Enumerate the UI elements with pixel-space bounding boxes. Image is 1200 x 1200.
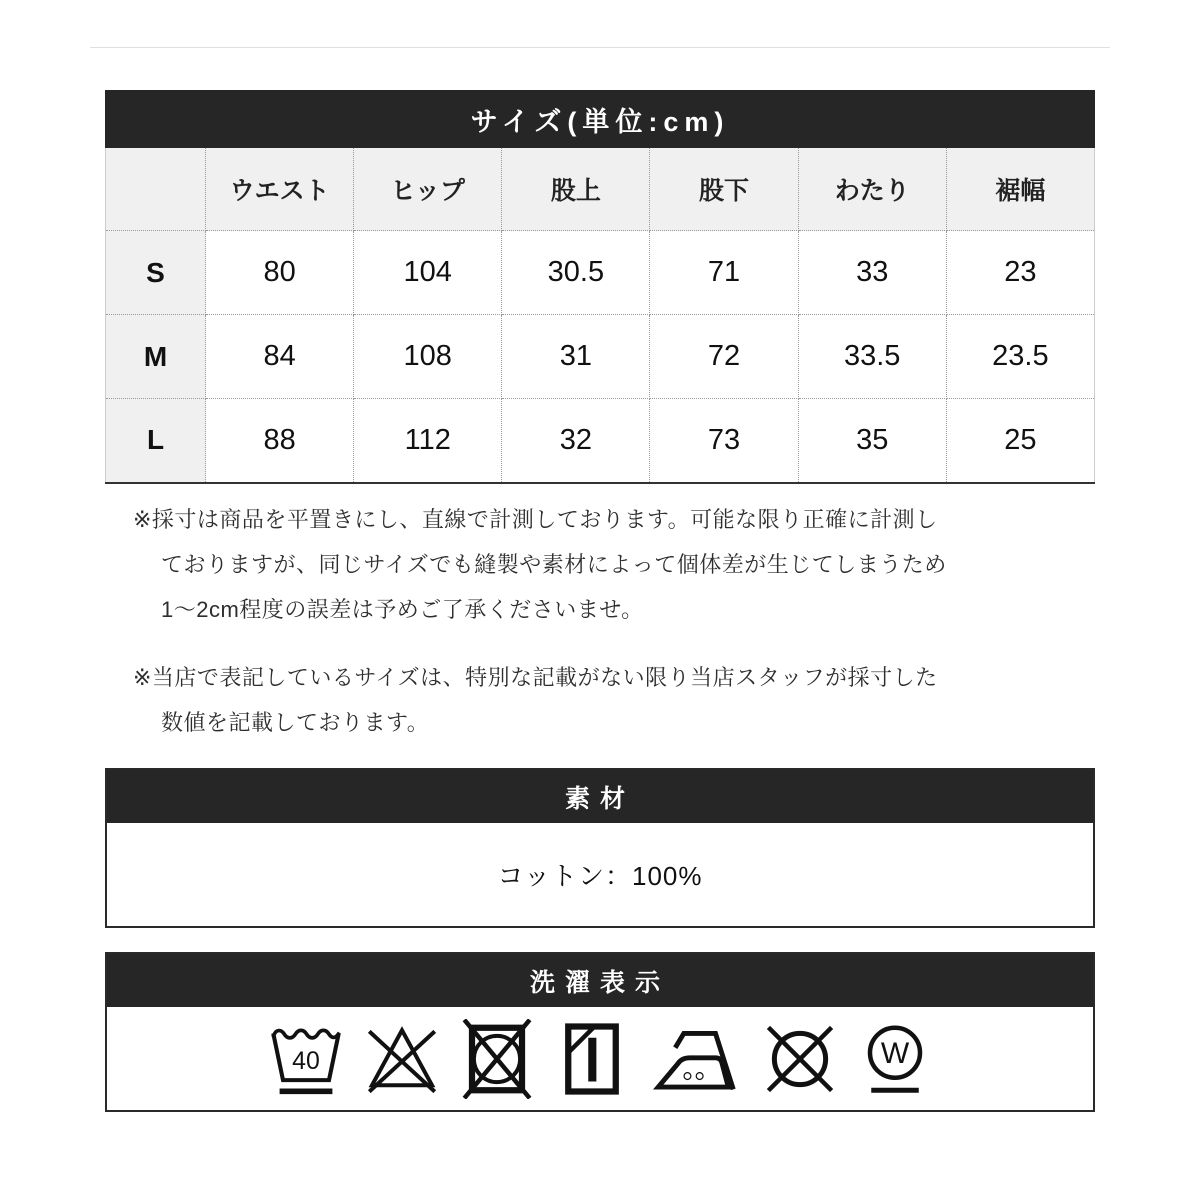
size-row-S xyxy=(106,231,1095,315)
column-header-cell: 裾幅 xyxy=(946,148,1094,231)
measurement-cell: 30.5 xyxy=(502,231,650,315)
note-line: 1〜2cm程度の誤差は予めご了承くださいませ。 xyxy=(161,597,644,622)
material-title: 素材 xyxy=(107,770,1093,823)
measurement-cell: 32 xyxy=(502,399,650,483)
column-header-row xyxy=(106,148,1095,231)
svg-text:40: 40 xyxy=(292,1047,320,1075)
note-line: 数値を記載しております。 xyxy=(161,710,430,735)
size-table xyxy=(105,148,1095,484)
line-dry-in-shade-icon xyxy=(552,1019,632,1099)
measurement-cell: 72 xyxy=(650,315,798,399)
material-value: コットン：100% xyxy=(497,861,703,891)
wet-clean-gentle-icon xyxy=(855,1019,935,1099)
note-line: ※採寸は商品を平置きにし、直線で計測しております。可能な限り正確に計測し xyxy=(133,507,938,532)
size-label-cell: S xyxy=(106,231,206,315)
measurement-cell: 73 xyxy=(650,399,798,483)
measurement-cell: 84 xyxy=(206,315,354,399)
washing-title: 洗濯表示 xyxy=(107,954,1093,1007)
column-header-cell: わたり xyxy=(798,148,946,231)
measurement-cell: 35 xyxy=(798,399,946,483)
column-header-cell: ヒップ xyxy=(354,148,502,231)
column-header-cell: 股下 xyxy=(650,148,798,231)
measurement-cell: 33 xyxy=(798,231,946,315)
material-section xyxy=(105,768,1095,928)
measurement-cell: 71 xyxy=(650,231,798,315)
measurement-cell: 23.5 xyxy=(946,315,1094,399)
column-header-cell: ウエスト xyxy=(206,148,354,231)
measurement-cell: 31 xyxy=(502,315,650,399)
measurement-note xyxy=(133,497,1106,632)
section-divider xyxy=(90,47,1110,48)
size-row-L xyxy=(106,399,1095,483)
care-symbols-row xyxy=(107,1007,1093,1110)
size-row-M xyxy=(106,315,1095,399)
svg-text:W: W xyxy=(880,1036,910,1070)
size-chart-section xyxy=(105,90,1095,484)
no-bleach-icon xyxy=(362,1019,442,1099)
column-header-cell: 股上 xyxy=(502,148,650,231)
size-chart-title: サイズ(単位:cm) xyxy=(105,90,1095,148)
measurement-cell: 25 xyxy=(946,399,1094,483)
measurement-cell: 108 xyxy=(354,315,502,399)
measurement-cell: 88 xyxy=(206,399,354,483)
measurement-cell: 80 xyxy=(206,231,354,315)
measurement-cell: 33.5 xyxy=(798,315,946,399)
note-line: ておりますが、同じサイズでも縫製や素材によって個体差が生じてしまうため xyxy=(161,552,947,577)
washing-section xyxy=(105,952,1095,1112)
corner-cell xyxy=(106,148,206,231)
no-dry-clean-icon xyxy=(760,1019,840,1099)
note-line: ※当店で表記しているサイズは、特別な記載がない限り当店スタッフが採寸した xyxy=(133,665,938,690)
iron-medium-icon xyxy=(647,1020,745,1098)
measurement-cell: 23 xyxy=(946,231,1094,315)
no-tumble-dry-icon xyxy=(457,1019,537,1099)
measurement-cell: 104 xyxy=(354,231,502,315)
size-label-cell: L xyxy=(106,399,206,483)
measurement-cell: 112 xyxy=(354,399,502,483)
size-table-body xyxy=(106,148,1095,483)
staff-measured-note xyxy=(133,655,1106,745)
wash-40-gentle-icon xyxy=(265,1018,347,1100)
size-label-cell: M xyxy=(106,315,206,399)
